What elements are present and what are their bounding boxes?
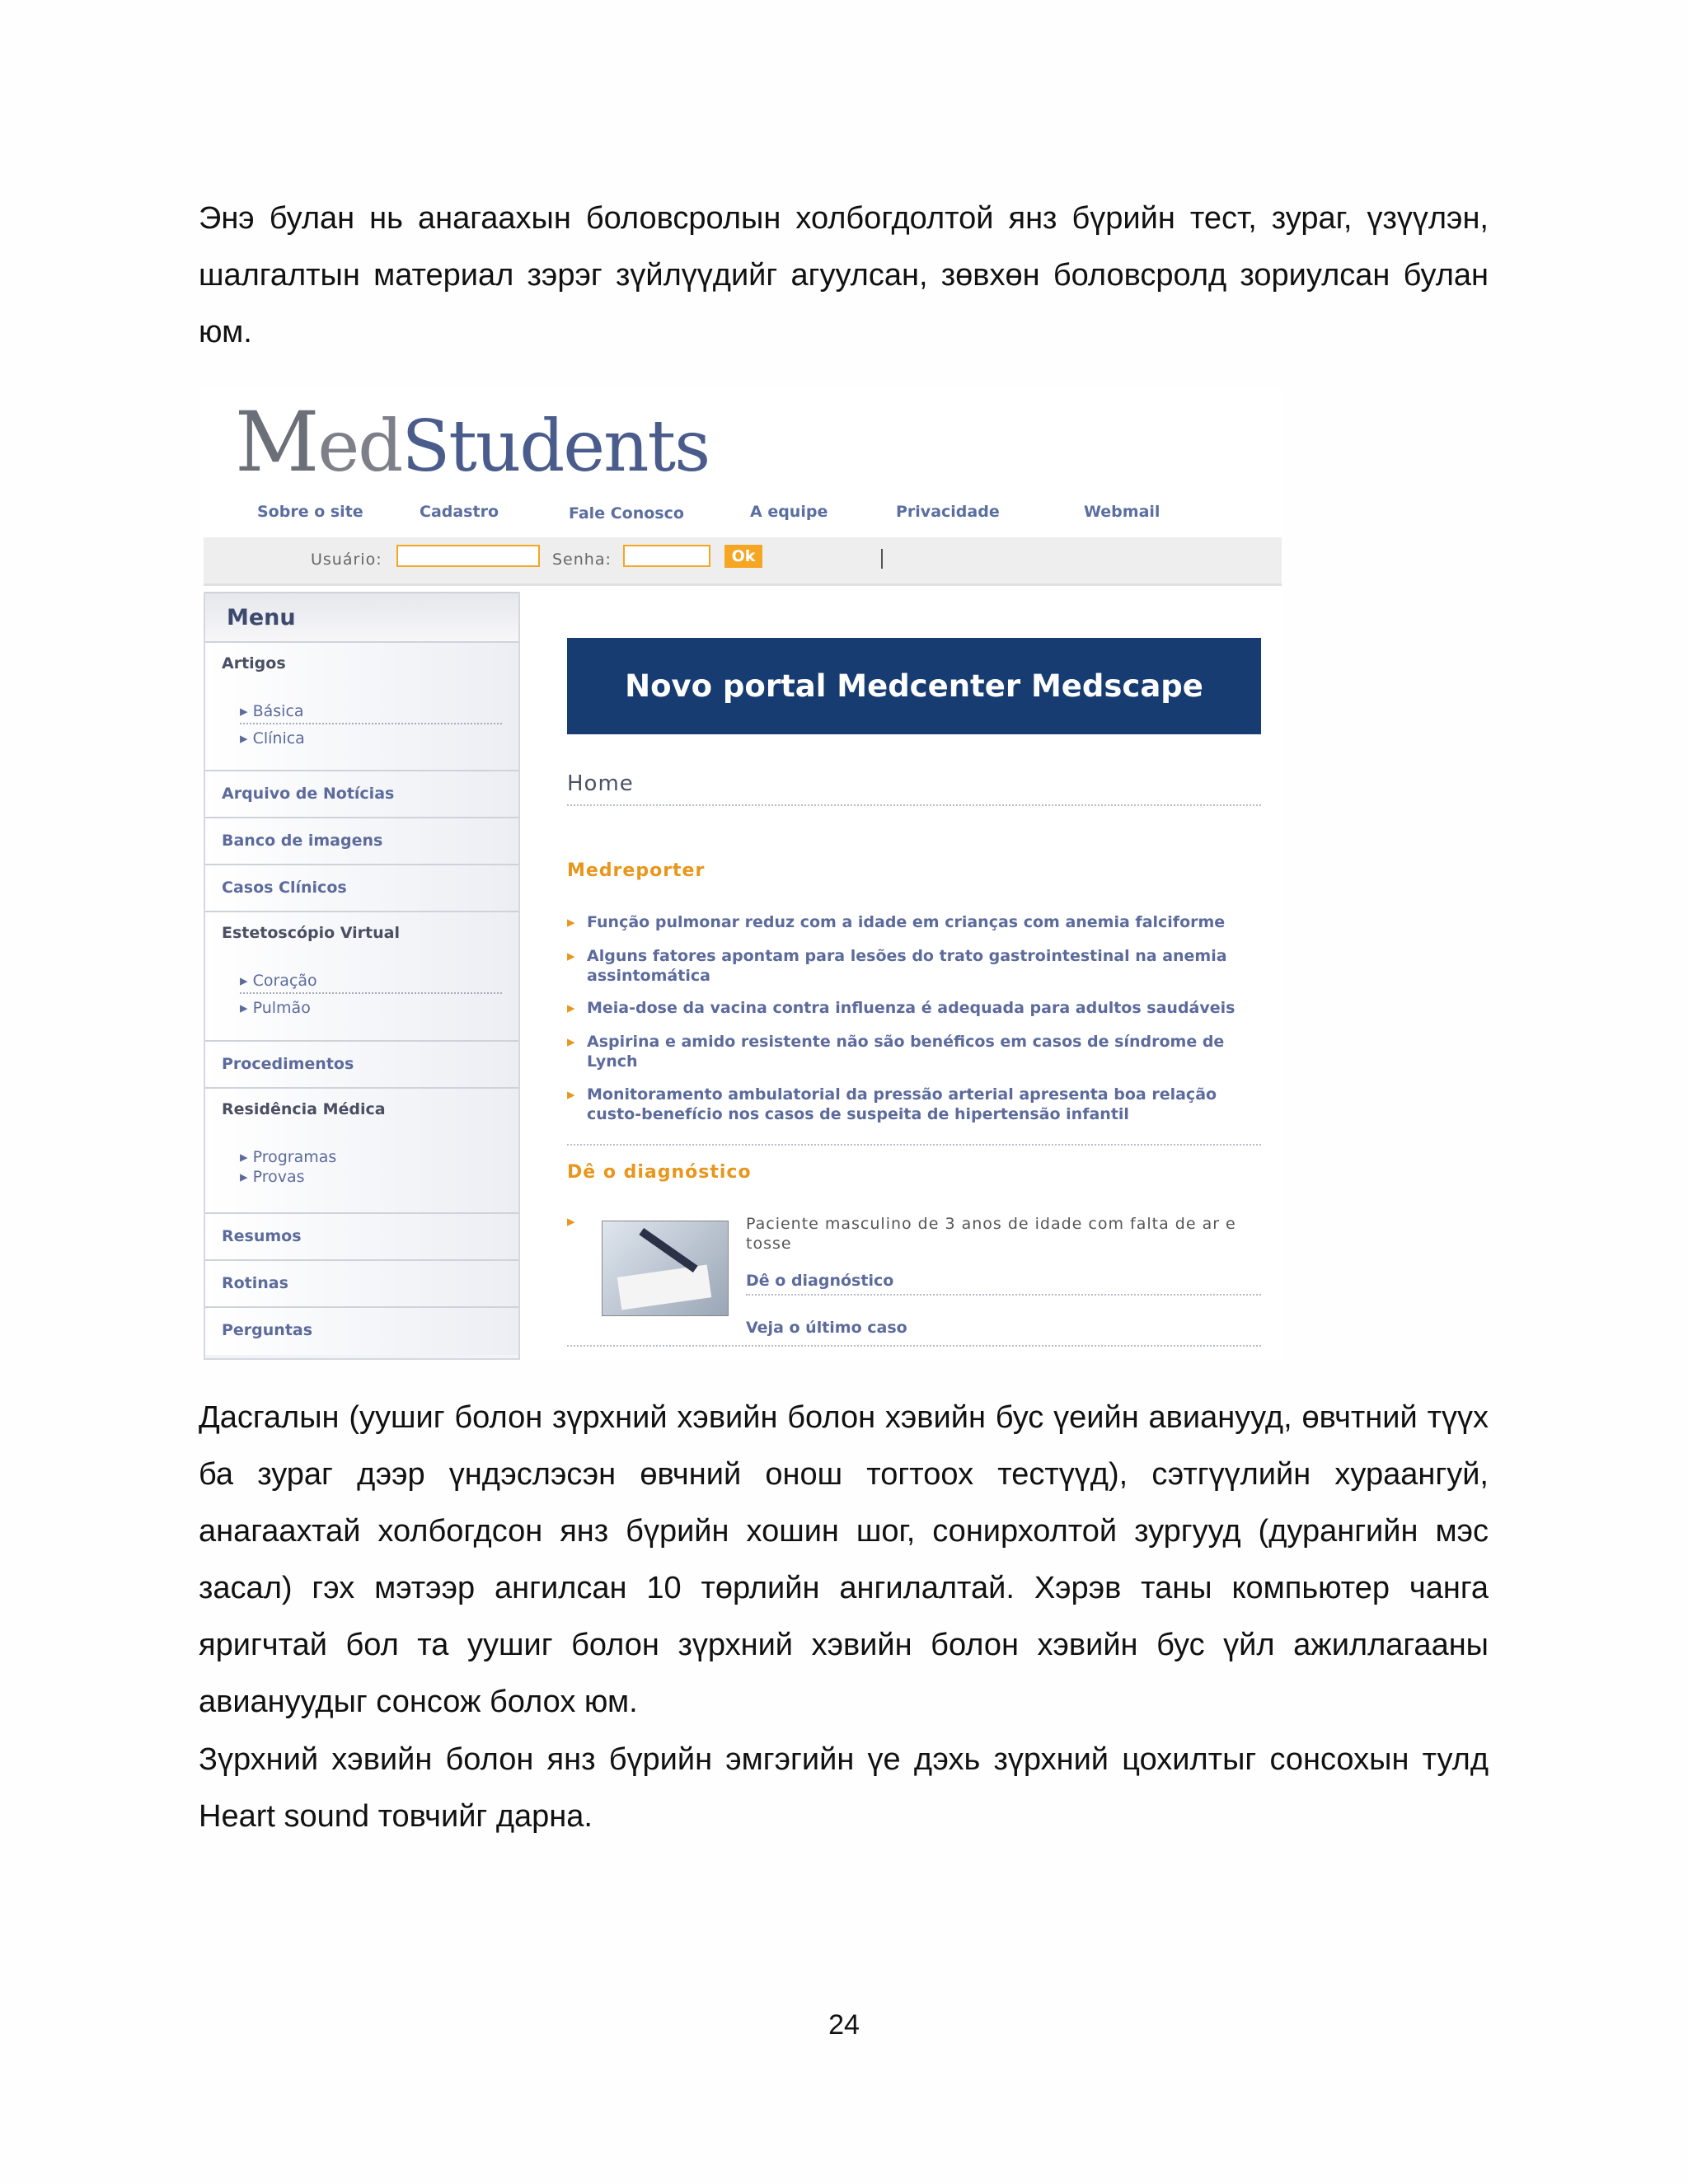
news-item[interactable]: ▸ Meia-dose da vacina contra influenza é adequada para adultos saudáveis	[567, 999, 1236, 1017]
sidebar-subitem-pulmao[interactable]: ▸ Pulmão	[240, 999, 311, 1017]
sidebar-item-procedimentos[interactable]: Procedimentos	[205, 1042, 518, 1089]
nav-sobre[interactable]: Sobre o site	[257, 503, 363, 521]
sidebar-item-estetoscopio[interactable]: Estetoscópio Virtual	[222, 924, 400, 942]
divider	[240, 723, 502, 724]
ok-button[interactable]: Ok	[724, 545, 762, 568]
page-number: 24	[828, 2009, 860, 2041]
arrow-icon: ▸	[567, 1085, 575, 1104]
password-label: Senha:	[552, 551, 612, 569]
doctor-writing-photo[interactable]	[602, 1221, 729, 1316]
sidebar-item-residencia[interactable]: Residência Médica	[222, 1100, 386, 1118]
sidebar-item-artigos[interactable]: Artigos	[222, 654, 286, 673]
sidebar-item-arquivo[interactable]: Arquivo de Notícias	[205, 771, 518, 818]
sidebar-item-rotinas[interactable]: Rotinas	[205, 1261, 518, 1308]
arrow-icon: ▸	[567, 1033, 575, 1051]
arrow-icon: ▸	[567, 947, 575, 965]
home-heading: Home	[567, 771, 634, 796]
sidebar-item-casos[interactable]: Casos Clínicos	[205, 865, 518, 912]
nav-cadastro[interactable]: Cadastro	[420, 503, 499, 521]
news-item[interactable]: ▸ Monitoramento ambulatorial da pressão arterial apresenta boa relação custo-benefício nos casos de suspeita de hipertensão infantil	[567, 1085, 1217, 1123]
sidebar-group-residencia	[205, 1089, 518, 1214]
medscape-banner[interactable]: Novo portal Medcenter Medscape	[567, 638, 1261, 734]
sidebar-subitem-basica[interactable]: ▸ Básica	[240, 702, 304, 720]
sidebar-subitem-provas[interactable]: ▸ Provas	[240, 1168, 305, 1186]
news-item[interactable]: ▸ Aspirina e amido resistente não são benéficos em casos de síndrome de Lynch	[567, 1033, 1225, 1071]
top-navigation	[199, 503, 1282, 527]
nav-privacidade[interactable]: Privacidade	[896, 503, 1000, 521]
password-input[interactable]	[623, 545, 710, 567]
divider	[567, 1144, 1261, 1146]
divider	[746, 1294, 1261, 1296]
case-description: Paciente masculino de 3 anos de idade com falta de ar e tosse	[746, 1215, 1236, 1253]
sidebar-subitem-coracao[interactable]: ▸ Coração	[240, 972, 317, 990]
nav-equipe[interactable]: A equipe	[750, 503, 828, 521]
sidebar-group-artigos	[205, 643, 518, 771]
separator	[881, 549, 883, 569]
username-label: Usuário:	[311, 551, 382, 569]
medstudents-screenshot: MedStudents Sobre o site Cadastro Fale Conosco A equipe Privacidade Webmail Usuário: Senha: Ok Menu Artigos ▸ Básica ▸ Clínica Arquivo de Notícias Banco de imagens Casos Clínicos Estetoscópio Virtual ▸ Coração ▸ Pulmão Procedimentos Residência Médica ▸ Programas ▸ Provas Resumos Rotinas Perguntas Novo portal Medcenter Medscape Home Medreporter ▸ Função pulmonar reduz com a idade em crianças com anemia falciforme ▸ Alguns fatores apontam para lesões do trato gastrointestinal na anemia assintomática ▸ Meia-dose da vacina contra influenza é adequada para adultos saudáveis ▸ Aspirina e amido resistente não são benéficos em casos de síndrome de Lynch ▸ Monitoramento ambulatorial da pressão arterial apresenta boa relação custo-benefício nos casos de suspeita de hipertensão infantil Dê o diagnóstico ▸ Paciente masculino de 3 anos de idade com falta de ar e tosse Dê o diagnóstico Veja o último caso	[199, 387, 1282, 1360]
divider	[567, 804, 1261, 806]
sidebar-subitem-programas[interactable]: ▸ Programas	[240, 1148, 337, 1166]
sidebar-group-estetoscopio	[205, 912, 518, 1042]
sidebar-subitem-clinica[interactable]: ▸ Clínica	[240, 729, 305, 748]
username-input[interactable]	[396, 545, 540, 567]
sidebar-item-resumos[interactable]: Resumos	[205, 1214, 518, 1261]
login-bar	[204, 537, 1282, 586]
medstudents-logo: MedStudents	[235, 394, 710, 490]
last-case-link[interactable]: Veja o último caso	[746, 1319, 907, 1337]
medreporter-heading: Medreporter	[567, 860, 706, 881]
menu-header: Menu	[205, 592, 518, 643]
nav-webmail[interactable]: Webmail	[1084, 503, 1160, 521]
diagnostico-link[interactable]: Dê o diagnóstico	[746, 1272, 894, 1290]
intro-paragraph: Энэ булан нь анагаахын боловсролын холбогдолтой янз бүрийн тест, зураг, үзүүлэн, шалгалтын материал зэрэг зүйлүүдийг агуулсан, зөвхөн боловсролд зориулсан булан юм.	[199, 201, 1489, 349]
news-item[interactable]: ▸ Função pulmonar reduz com a idade em crianças com anemia falciforme	[567, 913, 1226, 931]
heart-sound-paragraph: Зүрхний хэвийн болон янз бүрийн эмгэгийн үе дэхь зүрхний цохилтыг сонсохын тулд Heart sound товчийг дарна.	[199, 1742, 1489, 1834]
divider	[567, 1345, 1261, 1347]
sidebar-item-banco[interactable]: Banco de imagens	[205, 818, 518, 865]
arrow-icon: ▸	[567, 913, 575, 931]
news-item[interactable]: ▸ Alguns fatores apontam para lesões do trato gastrointestinal na anemia assintomática	[567, 947, 1227, 985]
sidebar-menu	[204, 592, 520, 1360]
sidebar-item-perguntas[interactable]: Perguntas	[205, 1308, 518, 1355]
body-paragraph: Дасгалын (уушиг болон зүрхний хэвийн болон хэвийн бус үеийн авианууд, өвчтний түүх ба зураг дээр үндэслэсэн өвчний онош тогтоох тестүүд), сэтгүүлийн хураангуй, анагаахтай холбогдсон янз бүрийн хошин шог, сонирхолтой зургууд (дурангийн мэс засал) гэх мэтээр ангилсан 10 төрлийн ангилалтай. Хэрэв таны компьютер чанга яригчтай бол та уушиг болон зүрхний хэвийн болон хэвийн бус үйл ажиллагааны авиануудыг сонсож болох юм.	[199, 1400, 1489, 1719]
nav-fale-conosco[interactable]: Fale Conosco	[569, 504, 684, 523]
arrow-icon: ▸	[567, 999, 575, 1017]
diagnostico-heading: Dê o diagnóstico	[567, 1162, 752, 1183]
divider	[240, 992, 502, 994]
